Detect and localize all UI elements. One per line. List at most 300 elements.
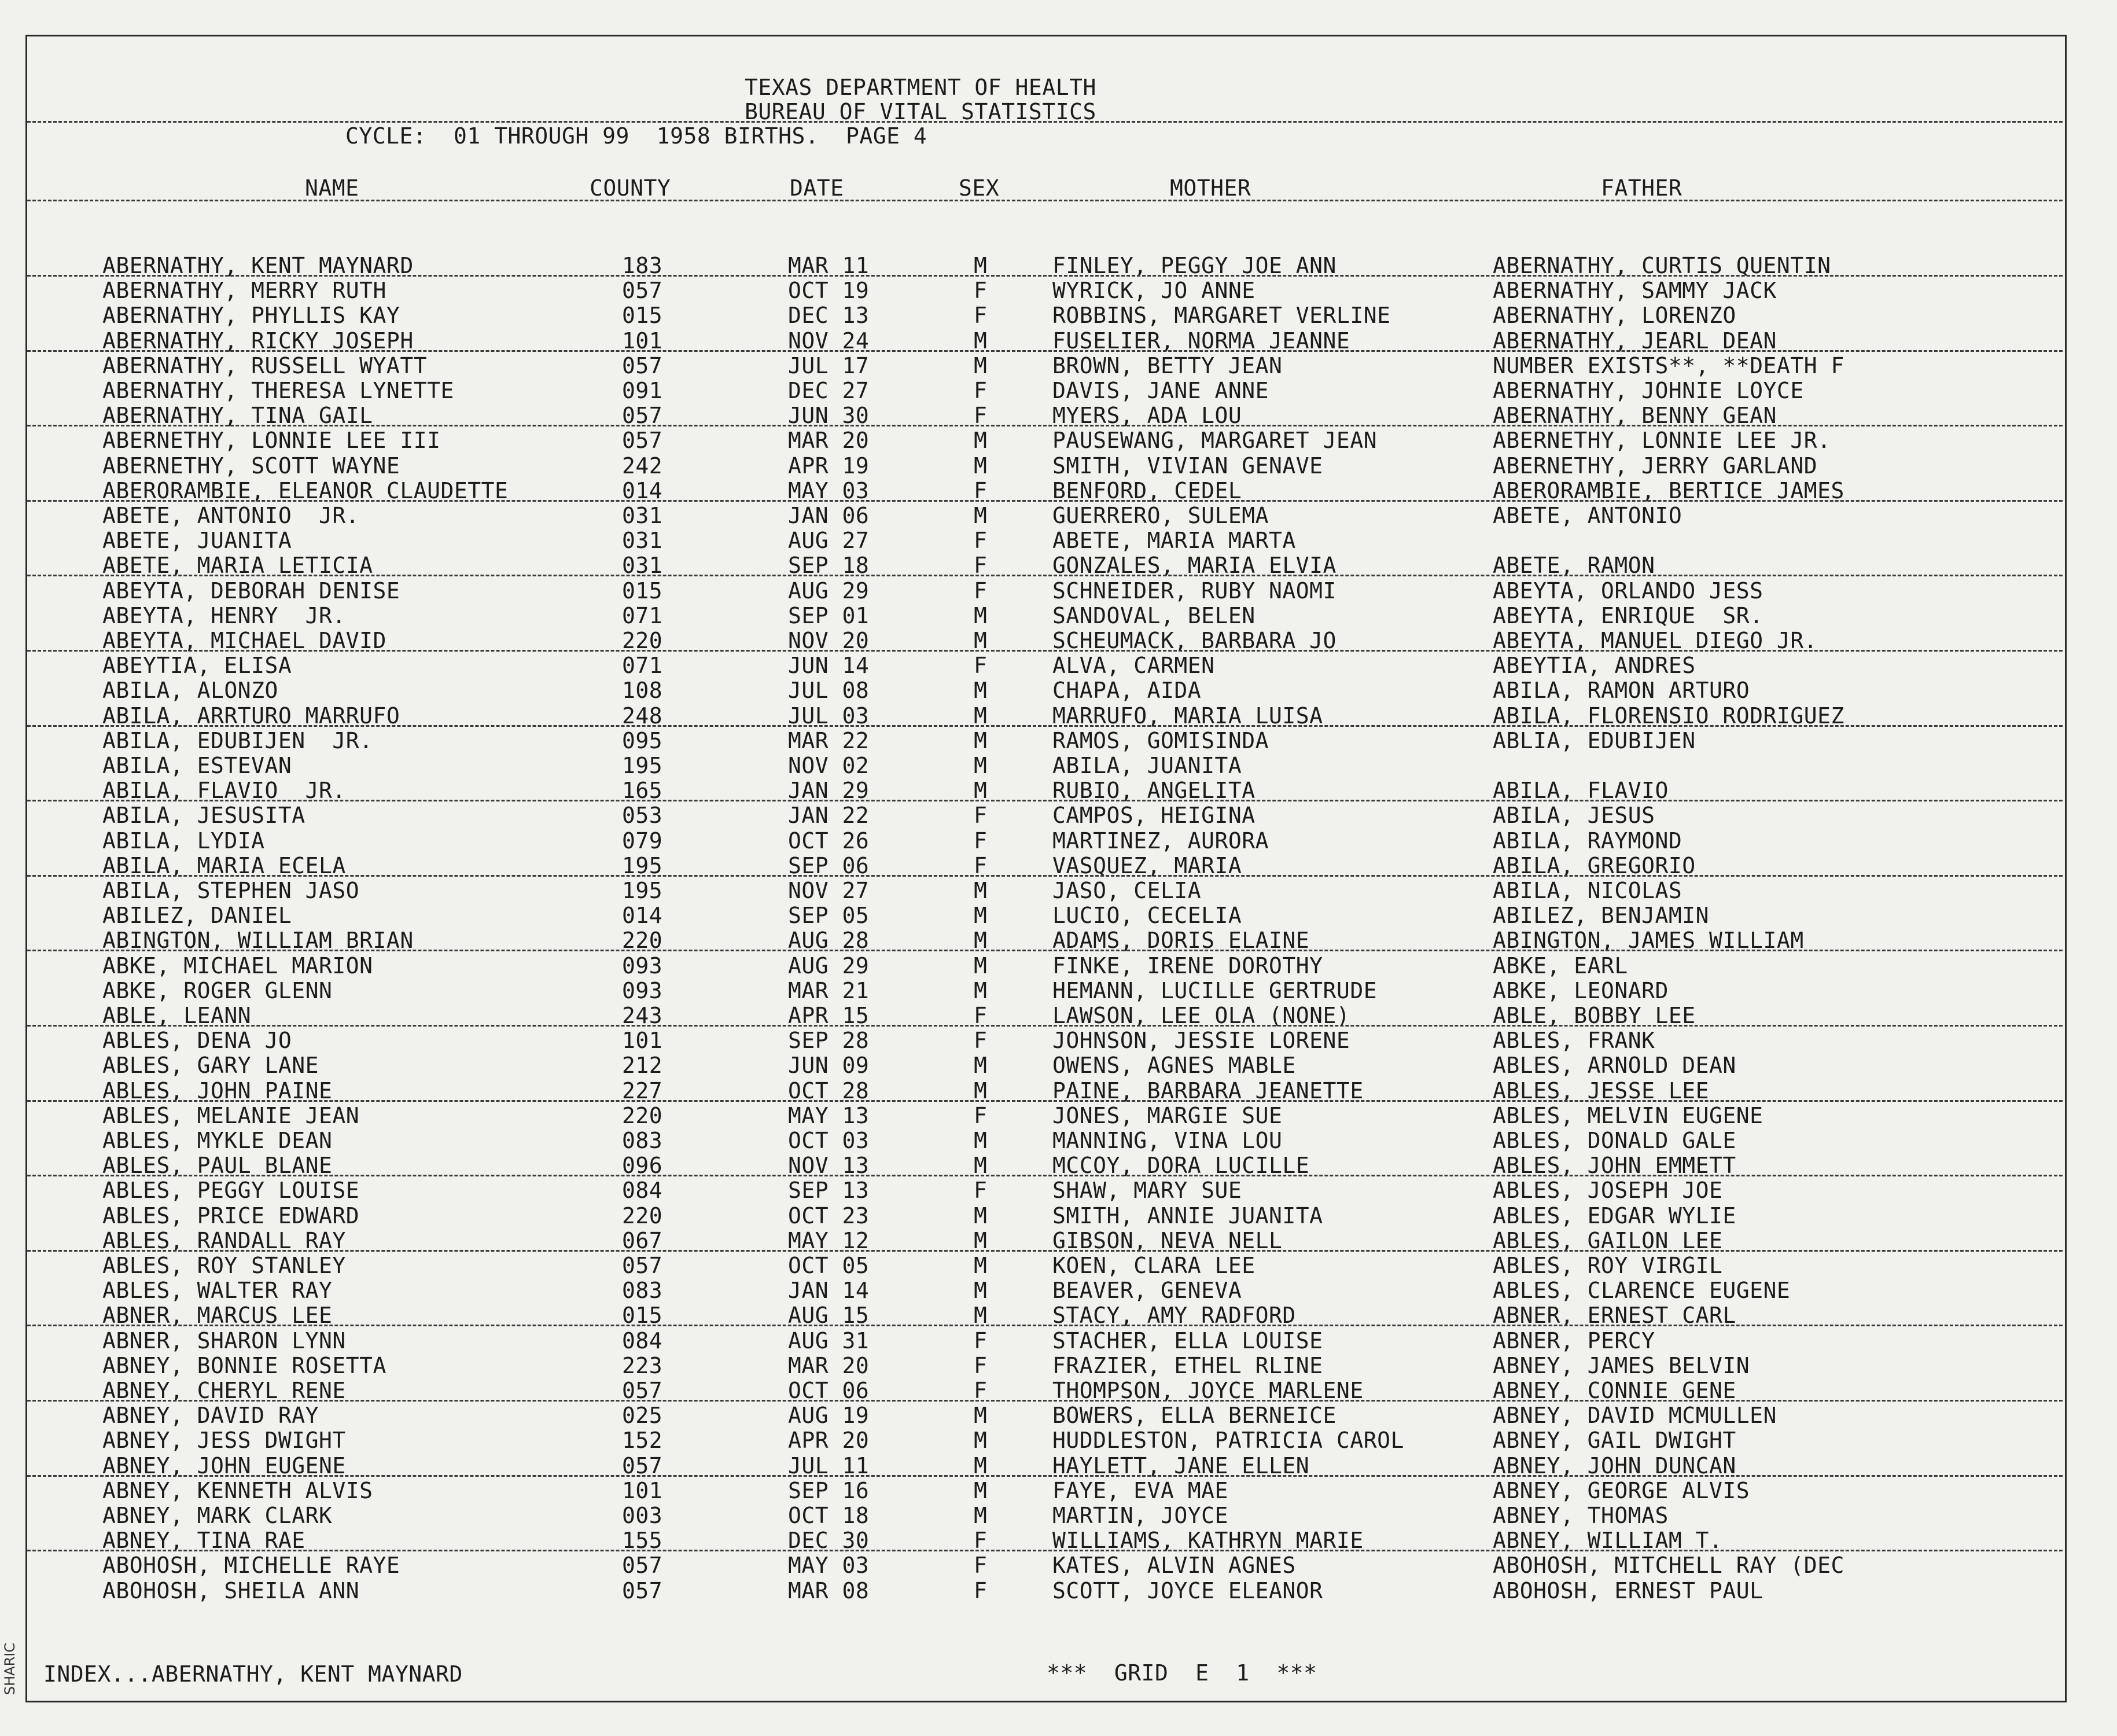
record-sex: F <box>974 852 988 878</box>
record-county: 243 <box>622 1003 663 1028</box>
record-date: JUN 30 <box>788 403 870 429</box>
record-father: ABNEY, WILLIAM T. <box>1493 1528 1723 1554</box>
record-father: ABINGTON, JAMES WILLIAM <box>1493 928 1804 954</box>
record-father: ABERNATHY, BENNY GEAN <box>1493 403 1777 429</box>
record-sex: F <box>974 1003 988 1028</box>
record-county: 057 <box>622 1577 663 1603</box>
record-county: 003 <box>622 1503 663 1528</box>
record-county: 195 <box>622 852 663 878</box>
record-sex: M <box>974 977 988 1003</box>
table-row <box>27 304 2063 328</box>
record-father: ABERNATHY, CURTIS QUENTIN <box>1493 253 1831 278</box>
document-frame <box>25 35 2067 1702</box>
record-father: ABLES, FRANK <box>1493 1028 1655 1054</box>
record-county: 083 <box>622 1128 663 1153</box>
record-father: ABLES, JESSE LEE <box>1493 1077 1710 1104</box>
record-name: ABNER, MARCUS LEE <box>102 1303 333 1329</box>
record-date: APR 15 <box>788 1003 870 1028</box>
record-sex: F <box>974 278 988 304</box>
record-name: ABEYTA, HENRY JR. <box>102 602 346 628</box>
record-mother: SCOTT, JOYCE ELEANOR <box>1052 1577 1323 1603</box>
record-name: ABNEY, KENNETH ALVIS <box>102 1477 373 1503</box>
record-name: ABNEY, TINA RAE <box>102 1528 305 1554</box>
record-county: 101 <box>622 1477 663 1503</box>
col-header-mother: MOTHER <box>1170 175 1251 201</box>
record-sex: M <box>974 503 988 528</box>
record-date: MAR 20 <box>788 428 870 454</box>
record-name: ABILA, ALONZO <box>102 678 278 704</box>
record-mother: MANNING, VINA LOU <box>1052 1128 1283 1153</box>
table-row <box>27 1554 2063 1578</box>
table-row <box>27 1254 2063 1278</box>
record-sex: F <box>974 1102 988 1128</box>
record-date: MAY 03 <box>788 1553 870 1579</box>
record-mother: ABETE, MARIA MARTA <box>1052 528 1296 554</box>
record-father: ABILA, GREGORIO <box>1493 852 1696 878</box>
record-county: 079 <box>622 827 663 854</box>
record-name: ABNEY, JESS DWIGHT <box>102 1428 346 1454</box>
record-sex: M <box>974 727 988 753</box>
record-father: ABILA, JESUS <box>1493 803 1655 829</box>
record-name: ABILA, JESUSITA <box>102 803 305 829</box>
record-name: ABLES, DENA JO <box>102 1028 292 1054</box>
record-sex: F <box>974 1352 988 1378</box>
record-name: ABLES, PEGGY LOUISE <box>102 1178 360 1204</box>
table-row <box>27 1054 2063 1078</box>
record-father: ABLES, JOHN EMMETT <box>1493 1153 1736 1179</box>
record-date: JUN 14 <box>788 653 870 679</box>
record-name: ABILA, ARRTURO MARRUFO <box>102 703 400 729</box>
table-row <box>27 1479 2063 1503</box>
cycle-line: CYCLE: 01 THROUGH 99 1958 BIRTHS. PAGE 4 <box>345 123 927 149</box>
record-date: SEP 28 <box>788 1028 870 1054</box>
record-name: ABILA, ESTEVAN <box>102 753 292 778</box>
record-county: 057 <box>622 352 663 378</box>
record-date: AUG 29 <box>788 578 870 604</box>
record-mother: PAUSEWANG, MARGARET JEAN <box>1052 428 1378 454</box>
record-father: ABILA, RAYMOND <box>1493 827 1682 854</box>
record-county: 057 <box>622 1253 663 1278</box>
row-divider <box>27 575 2063 576</box>
record-sex: F <box>974 653 988 679</box>
table-row <box>27 1104 2063 1128</box>
record-mother: BEAVER, GENEVA <box>1052 1278 1242 1304</box>
record-date: SEP 01 <box>788 602 870 628</box>
record-county: 227 <box>622 1077 663 1104</box>
record-sex: M <box>974 1227 988 1253</box>
row-divider <box>27 500 2063 502</box>
record-county: 096 <box>622 1153 663 1179</box>
table-row <box>27 429 2063 453</box>
record-father: ABNER, PERCY <box>1493 1327 1655 1354</box>
row-divider <box>27 1025 2063 1027</box>
record-father: ABNEY, GEORGE ALVIS <box>1493 1477 1750 1503</box>
record-mother: WYRICK, JO ANNE <box>1052 278 1256 304</box>
record-mother: WILLIAMS, KATHRYN MARIE <box>1052 1528 1364 1554</box>
record-mother: SCHNEIDER, RUBY NAOMI <box>1052 578 1337 604</box>
record-father: ABERNATHY, SAMMY JACK <box>1493 278 1777 304</box>
record-name: ABILA, LYDIA <box>102 827 265 854</box>
record-name: ABETE, MARIA LETICIA <box>102 553 373 579</box>
record-mother: LAWSON, LEE OLA (NONE) <box>1052 1003 1350 1028</box>
record-name: ABNEY, JOHN EUGENE <box>102 1452 346 1478</box>
record-name: ABLES, RANDALL RAY <box>102 1227 346 1253</box>
record-mother: PAINE, BARBARA JEANETTE <box>1052 1077 1364 1104</box>
record-sex: M <box>974 903 988 929</box>
col-header-father: FATHER <box>1601 175 1682 201</box>
record-name: ABILA, FLAVIO JR. <box>102 778 346 804</box>
record-county: 242 <box>622 453 663 479</box>
record-mother: BROWN, BETTY JEAN <box>1052 352 1283 378</box>
record-mother: ALVA, CARMEN <box>1052 653 1215 679</box>
table-row <box>27 979 2063 1003</box>
record-father: ABLIA, EDUBIJEN <box>1493 727 1696 753</box>
record-date: MAR 21 <box>788 977 870 1003</box>
record-date: AUG 28 <box>788 928 870 954</box>
record-mother: GUERRERO, SULEMA <box>1052 503 1269 528</box>
record-father: ABERNETHY, LONNIE LEE JR. <box>1493 428 1831 454</box>
record-name: ABERNETHY, SCOTT WAYNE <box>102 453 400 479</box>
record-name: ABNEY, CHERYL RENE <box>102 1378 346 1403</box>
record-date: MAY 03 <box>788 477 870 503</box>
record-mother: STACHER, ELLA LOUISE <box>1052 1327 1323 1354</box>
record-sex: F <box>974 1178 988 1204</box>
record-mother: MARTIN, JOYCE <box>1052 1503 1228 1528</box>
record-sex: M <box>974 1278 988 1304</box>
record-sex: M <box>974 453 988 479</box>
bureau-title: BUREAU OF VITAL STATISTICS <box>745 99 1096 124</box>
table-row <box>27 654 2063 678</box>
record-father: ABLE, BOBBY LEE <box>1493 1003 1696 1028</box>
record-name: ABINGTON, WILLIAM BRIAN <box>102 928 414 954</box>
record-father: ABLES, GAILON LEE <box>1493 1227 1723 1253</box>
table-row <box>27 754 2063 778</box>
row-divider <box>27 1400 2063 1402</box>
record-mother: KOEN, CLARA LEE <box>1052 1253 1256 1278</box>
record-date: MAY 13 <box>788 1102 870 1128</box>
record-father: ABKE, LEONARD <box>1493 977 1669 1003</box>
record-father: ABERORAMBIE, BERTICE JAMES <box>1493 477 1844 503</box>
record-date: NOV 27 <box>788 878 870 903</box>
row-divider <box>27 1550 2063 1551</box>
record-county: 053 <box>622 803 663 829</box>
table-row <box>27 1504 2063 1528</box>
record-name: ABOHOSH, SHEILA ANN <box>102 1577 360 1603</box>
table-row <box>27 504 2063 528</box>
record-mother: LUCIO, CECELIA <box>1052 903 1242 929</box>
row-divider <box>27 425 2063 426</box>
record-county: 031 <box>622 503 663 528</box>
side-label: SHARIC <box>2 1642 19 1695</box>
record-name: ABLES, MELANIE JEAN <box>102 1102 360 1128</box>
record-sex: M <box>974 1477 988 1503</box>
record-date: DEC 27 <box>788 378 870 403</box>
record-name: ABNEY, BONNIE ROSETTA <box>102 1352 386 1378</box>
record-name: ABEYTIA, ELISA <box>102 653 292 679</box>
record-name: ABKE, ROGER GLENN <box>102 977 333 1003</box>
record-sex: F <box>974 1378 988 1403</box>
table-row <box>27 604 2063 628</box>
record-county: 101 <box>622 328 663 354</box>
footer-index: INDEX...ABERNATHY, KENT MAYNARD <box>43 1661 463 1687</box>
record-name: ABLES, PRICE EDWARD <box>102 1202 360 1229</box>
record-mother: FAYE, EVA MAE <box>1052 1477 1228 1503</box>
row-divider <box>27 1325 2063 1326</box>
record-date: MAY 12 <box>788 1227 870 1253</box>
table-row <box>27 829 2063 854</box>
record-county: 014 <box>622 477 663 503</box>
record-county: 057 <box>622 1378 663 1403</box>
record-mother: ABILA, JUANITA <box>1052 753 1242 778</box>
record-name: ABLE, LEANN <box>102 1003 252 1028</box>
record-mother: FUSELIER, NORMA JEANNE <box>1052 328 1350 354</box>
record-mother: SHAW, MARY SUE <box>1052 1178 1242 1204</box>
record-date: JUL 08 <box>788 678 870 704</box>
record-father: ABEYTA, ORLANDO JESS <box>1493 578 1763 604</box>
record-date: JAN 29 <box>788 778 870 804</box>
record-name: ABETE, ANTONIO JR. <box>102 503 360 528</box>
record-mother: CHAPA, AIDA <box>1052 678 1202 704</box>
table-row <box>27 1029 2063 1053</box>
record-county: 084 <box>622 1178 663 1204</box>
record-date: JUL 03 <box>788 703 870 729</box>
record-father: ABLES, CLARENCE EUGENE <box>1493 1278 1791 1304</box>
record-father: ABLES, DONALD GALE <box>1493 1128 1736 1153</box>
row-divider <box>27 275 2063 277</box>
row-divider <box>27 650 2063 652</box>
record-date: SEP 18 <box>788 553 870 579</box>
record-father: ABNEY, JAMES BELVIN <box>1493 1352 1750 1378</box>
record-name: ABNEY, MARK CLARK <box>102 1503 333 1528</box>
record-county: 067 <box>622 1227 663 1253</box>
record-date: AUG 15 <box>788 1303 870 1329</box>
record-date: SEP 06 <box>788 852 870 878</box>
record-county: 093 <box>622 977 663 1003</box>
record-county: 095 <box>622 727 663 753</box>
record-sex: M <box>974 778 988 804</box>
record-sex: M <box>974 328 988 354</box>
col-header-name: NAME <box>305 175 359 201</box>
record-sex: M <box>974 703 988 729</box>
record-father: NUMBER EXISTS**, **DEATH F <box>1493 352 1844 378</box>
record-mother: STACY, AMY RADFORD <box>1052 1303 1296 1329</box>
record-sex: M <box>974 602 988 628</box>
record-date: APR 19 <box>788 453 870 479</box>
record-county: 015 <box>622 1303 663 1329</box>
record-sex: F <box>974 528 988 554</box>
record-sex: M <box>974 1153 988 1179</box>
record-county: 057 <box>622 428 663 454</box>
record-county: 108 <box>622 678 663 704</box>
record-sex: M <box>974 1077 988 1104</box>
record-county: 015 <box>622 303 663 329</box>
record-sex: M <box>974 428 988 454</box>
record-date: AUG 29 <box>788 952 870 979</box>
record-county: 152 <box>622 1428 663 1454</box>
record-father: ABERNATHY, JOHNIE LOYCE <box>1493 378 1804 403</box>
record-father: ABNEY, CONNIE GENE <box>1493 1378 1736 1403</box>
record-father: ABNEY, THOMAS <box>1493 1503 1669 1528</box>
table-row <box>27 529 2063 553</box>
row-divider <box>27 350 2063 352</box>
record-county: 025 <box>622 1403 663 1429</box>
record-father: ABOHOSH, ERNEST PAUL <box>1493 1577 1763 1603</box>
col-header-date: DATE <box>790 175 844 201</box>
record-sex: M <box>974 1503 988 1528</box>
record-mother: FINKE, IRENE DOROTHY <box>1052 952 1323 979</box>
record-county: 195 <box>622 753 663 778</box>
record-father: ABEYTA, MANUEL DIEGO JR. <box>1493 628 1818 653</box>
record-county: 071 <box>622 653 663 679</box>
record-father: ABLES, MELVIN EUGENE <box>1493 1102 1763 1128</box>
record-sex: M <box>974 928 988 954</box>
record-mother: RAMOS, GOMISINDA <box>1052 727 1269 753</box>
table-row <box>27 579 2063 604</box>
record-father: ABLES, JOSEPH JOE <box>1493 1178 1723 1204</box>
record-sex: M <box>974 1428 988 1454</box>
record-sex: F <box>974 1327 988 1354</box>
record-mother: MARRUFO, MARIA LUISA <box>1052 703 1323 729</box>
record-father: ABOHOSH, MITCHELL RAY (DEC <box>1493 1553 1844 1579</box>
table-row <box>27 1354 2063 1378</box>
table-row <box>27 1279 2063 1303</box>
row-divider <box>27 875 2063 877</box>
table-row <box>27 1429 2063 1453</box>
record-mother: MYERS, ADA LOU <box>1052 403 1242 429</box>
record-sex: F <box>974 303 988 329</box>
record-mother: JOHNSON, JESSIE LORENE <box>1052 1028 1350 1054</box>
table-row <box>27 1129 2063 1153</box>
record-county: 220 <box>622 1102 663 1128</box>
record-sex: F <box>974 1577 988 1603</box>
record-date: MAR 11 <box>788 253 870 278</box>
record-father: ABNEY, JOHN DUNCAN <box>1493 1452 1736 1478</box>
record-mother: CAMPOS, HEIGINA <box>1052 803 1256 829</box>
record-date: SEP 13 <box>788 1178 870 1204</box>
record-county: 071 <box>622 602 663 628</box>
record-date: NOV 13 <box>788 1153 870 1179</box>
table-row <box>27 879 2063 903</box>
record-county: 057 <box>622 403 663 429</box>
record-mother: HEMANN, LUCILLE GERTRUDE <box>1052 977 1378 1003</box>
record-name: ABLES, WALTER RAY <box>102 1278 333 1304</box>
row-divider <box>27 725 2063 727</box>
record-date: OCT 28 <box>788 1077 870 1104</box>
record-sex: F <box>974 1553 988 1579</box>
record-name: ABERNATHY, MERRY RUTH <box>102 278 386 304</box>
record-father: ABILA, FLAVIO <box>1493 778 1669 804</box>
record-sex: M <box>974 1053 988 1079</box>
record-sex: M <box>974 1403 988 1429</box>
record-name: ABERNATHY, RUSSELL WYATT <box>102 352 428 378</box>
record-sex: M <box>974 678 988 704</box>
record-name: ABERORAMBIE, ELEANOR CLAUDETTE <box>102 477 509 503</box>
record-county: 101 <box>622 1028 663 1054</box>
record-father: ABILA, RAMON ARTURO <box>1493 678 1750 704</box>
record-county: 083 <box>622 1278 663 1304</box>
record-name: ABLES, ROY STANLEY <box>102 1253 346 1278</box>
record-date: NOV 02 <box>788 753 870 778</box>
row-divider <box>27 950 2063 951</box>
table-row <box>27 1329 2063 1354</box>
col-header-sex: SEX <box>959 175 1000 201</box>
record-father: ABERNETHY, JERRY GARLAND <box>1493 453 1818 479</box>
record-sex: M <box>974 753 988 778</box>
record-father: ABILA, NICOLAS <box>1493 878 1682 903</box>
record-father: ABERNATHY, LORENZO <box>1493 303 1736 329</box>
record-county: 015 <box>622 578 663 604</box>
record-mother: FRAZIER, ETHEL RLINE <box>1052 1352 1323 1378</box>
record-sex: M <box>974 1452 988 1478</box>
record-date: NOV 24 <box>788 328 870 354</box>
record-mother: FINLEY, PEGGY JOE ANN <box>1052 253 1337 278</box>
record-name: ABNEY, DAVID RAY <box>102 1403 319 1429</box>
record-date: JAN 22 <box>788 803 870 829</box>
record-date: JUN 09 <box>788 1053 870 1079</box>
record-mother: HAYLETT, JANE ELLEN <box>1052 1452 1310 1478</box>
record-sex: M <box>974 1128 988 1153</box>
record-date: SEP 05 <box>788 903 870 929</box>
row-divider <box>27 1250 2063 1252</box>
table-row <box>27 679 2063 703</box>
record-sex: F <box>974 553 988 579</box>
agency-title: TEXAS DEPARTMENT OF HEALTH <box>745 75 1096 100</box>
table-row <box>27 1179 2063 1203</box>
record-name: ABEYTA, DEBORAH DENISE <box>102 578 400 604</box>
record-sex: F <box>974 1028 988 1054</box>
record-date: OCT 18 <box>788 1503 870 1528</box>
record-county: 165 <box>622 778 663 804</box>
record-sex: F <box>974 378 988 403</box>
record-county: 220 <box>622 628 663 653</box>
row-divider <box>27 800 2063 801</box>
record-mother: THOMPSON, JOYCE MARLENE <box>1052 1378 1364 1403</box>
record-name: ABERNATHY, THERESA LYNETTE <box>102 378 454 403</box>
record-date: OCT 26 <box>788 827 870 854</box>
record-county: 223 <box>622 1352 663 1378</box>
record-name: ABERNATHY, KENT MAYNARD <box>102 253 414 278</box>
table-row <box>27 904 2063 928</box>
record-date: OCT 19 <box>788 278 870 304</box>
record-name: ABETE, JUANITA <box>102 528 292 554</box>
record-date: DEC 13 <box>788 303 870 329</box>
record-county: 031 <box>622 553 663 579</box>
record-sex: F <box>974 477 988 503</box>
record-father: ABERNATHY, JEARL DEAN <box>1493 328 1777 354</box>
record-name: ABLES, PAUL BLANE <box>102 1153 333 1179</box>
record-mother: DAVIS, JANE ANNE <box>1052 378 1269 403</box>
record-name: ABERNETHY, LONNIE LEE III <box>102 428 441 454</box>
record-date: JAN 14 <box>788 1278 870 1304</box>
record-name: ABERNATHY, PHYLLIS KAY <box>102 303 400 329</box>
record-father: ABEYTA, ENRIQUE SR. <box>1493 602 1763 628</box>
record-sex: F <box>974 1528 988 1554</box>
record-county: 057 <box>622 1553 663 1579</box>
record-name: ABKE, MICHAEL MARION <box>102 952 373 979</box>
record-county: 084 <box>622 1327 663 1354</box>
record-date: OCT 06 <box>788 1378 870 1403</box>
record-mother: ADAMS, DORIS ELAINE <box>1052 928 1310 954</box>
record-mother: SMITH, ANNIE JUANITA <box>1052 1202 1323 1229</box>
record-sex: M <box>974 878 988 903</box>
record-mother: MCCOY, DORA LUCILLE <box>1052 1153 1310 1179</box>
table-row <box>27 954 2063 979</box>
footer-grid: *** GRID E 1 *** <box>1047 1660 1317 1686</box>
record-mother: RUBIO, ANGELITA <box>1052 778 1256 804</box>
record-mother: SCHEUMACK, BARBARA JO <box>1052 628 1337 653</box>
record-county: 091 <box>622 378 663 403</box>
record-date: SEP 16 <box>788 1477 870 1503</box>
